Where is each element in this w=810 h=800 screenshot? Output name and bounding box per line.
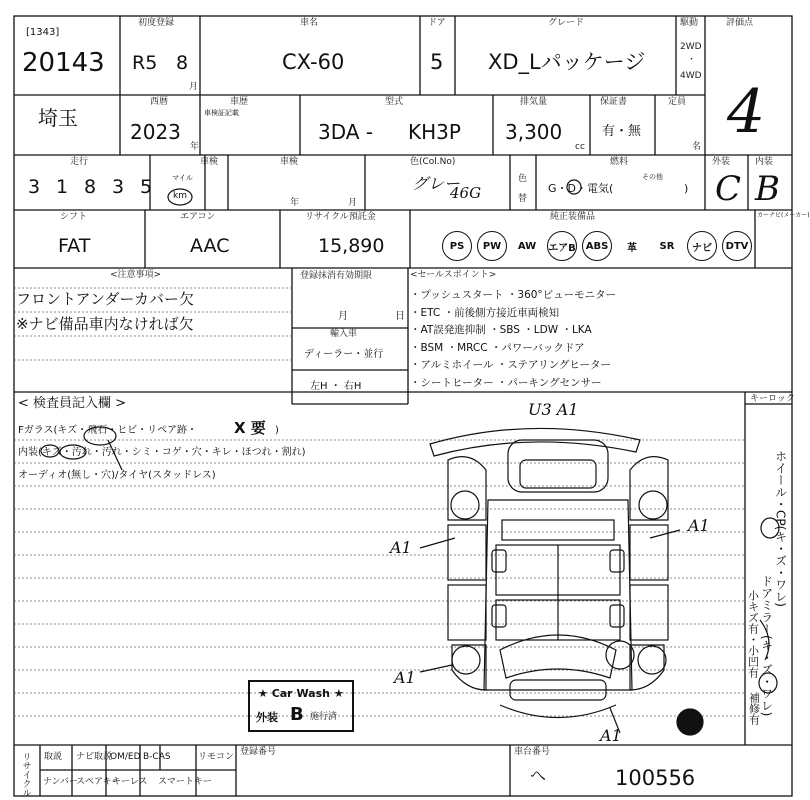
score: 4 [727, 77, 766, 147]
mark-front: A1 [600, 726, 622, 745]
equipment-item: エアB [547, 231, 577, 261]
expiry-day-unit: 日 [395, 311, 405, 322]
shaken-month-unit: 月 [348, 198, 358, 208]
footer-item-bottom: ナンバー [43, 777, 78, 787]
model-label: 型式 [385, 97, 404, 107]
sales-point-line: ・アルミホイール ・ステアリングヒーター [410, 359, 611, 371]
mile-label: マイル [172, 174, 193, 182]
footer-item-bottom: キーレス [112, 777, 148, 787]
recycle-label: リサイクル預託金 [305, 212, 376, 222]
mark-rear: U3 A1 [528, 400, 579, 419]
expiry-month-unit: 月 [338, 311, 348, 322]
score-label: 評価点 [726, 18, 754, 28]
model-prefix: 3DA - [318, 120, 374, 144]
door-count: 5 [430, 50, 444, 74]
car-diagram [430, 428, 703, 735]
interior-grade: B [755, 169, 780, 209]
color-change-2: 替 [518, 194, 528, 204]
car-wash-suffix: 施行済 [310, 712, 338, 722]
km-label: km [173, 191, 187, 201]
displacement: 3,300 [505, 120, 563, 144]
drive-sep: ・ [687, 55, 697, 65]
door-label: ドア [428, 18, 446, 28]
reg-month-unit: 月 [189, 82, 199, 92]
drive-label: 駆動 [680, 18, 699, 28]
lot-number: 20143 [22, 48, 105, 78]
mileage-digit: 1 [56, 176, 69, 198]
capacity-label: 定員 [668, 97, 687, 107]
color: グレー [412, 174, 461, 193]
recycle-fee: 15,890 [318, 235, 385, 257]
equipment-item: PW [477, 231, 507, 261]
footer-item-bottom: スペアキー [76, 777, 121, 787]
grade-label: グレード [548, 18, 585, 28]
equipment-item: 革 [627, 242, 637, 254]
inspection-label: 車歴 [230, 97, 249, 107]
inspector-line-1-mark: X 要 [234, 419, 266, 437]
equipment-item: ABS [582, 231, 612, 261]
sales-point-line: ・ETC ・前後側方接近車両検知 [410, 306, 560, 319]
inspector-line-2: 内装(キズ・汚れ・汚れ・シミ・コゲ・穴・キレ・ほつれ・割れ) [18, 447, 306, 458]
car-wash-stamp [248, 680, 354, 732]
model: KH3P [408, 120, 461, 144]
shaken-year-unit: 年 [290, 198, 300, 208]
import-label: 輸入車 [330, 329, 358, 339]
reg-era: R5 [132, 52, 158, 74]
capacity-unit: 名 [692, 142, 702, 152]
side-col-2: ドアミラー(キ・ズ・ワレ) [759, 575, 774, 717]
mileage-digit: 8 [84, 176, 97, 198]
notes-line-2: ※ナビ備品車内なければ欠 [16, 315, 194, 333]
year-label: 西暦 [150, 97, 169, 107]
side-col-1: ホイール・CP(キ・ズ・ワレ) [773, 450, 788, 607]
warranty: 有・無 [602, 124, 642, 139]
fuel-close: ) [684, 182, 689, 195]
reg-month: 8 [176, 52, 189, 74]
fuel-other: その他 [642, 173, 663, 181]
shift-label: シフト [60, 212, 88, 222]
car-wash-prefix: 外装 [256, 711, 278, 724]
shift: FAT [58, 235, 91, 257]
equipment-label: 純正装備品 [550, 212, 596, 222]
meter-label: 車検 [200, 157, 219, 167]
interior-label: 内装 [755, 157, 774, 167]
navi-maker-label: カーナビ(メーカー) [757, 212, 810, 219]
color-code: 46G [450, 184, 482, 202]
color-change-1: 色 [518, 174, 528, 184]
color-label: 色(Col.No) [410, 157, 456, 167]
handle-side: 左H ・ 右H [310, 381, 362, 392]
mark-left: A1 [390, 538, 412, 557]
car-name-label: 車名 [300, 18, 319, 28]
inspector-line-1: Fガラス(キズ・飛石・ヒビ・リペア跡・ [18, 425, 197, 436]
fuel-label: 燃料 [610, 157, 629, 167]
footer-item-top: ナビ取説 [76, 752, 113, 762]
notes-label: <注意事項> [110, 270, 162, 280]
exterior-grade: C [715, 169, 742, 209]
inspector-line-1-end: ) [275, 425, 279, 436]
chassis-number: 100556 [615, 766, 696, 790]
car-wash-title: ★ Car Wash ★ [258, 687, 344, 700]
region: 埼玉 [38, 106, 78, 130]
chassis-mark: へ [530, 766, 547, 785]
side-col-3: 小キズ有・小凹有 [746, 590, 760, 678]
notes-line-1: フロントアンダーカバー欠 [16, 290, 195, 308]
footer-item-bottom: スマートキー [158, 777, 212, 787]
drive-2wd: 2WD [680, 42, 702, 52]
footer-item-top: 取説 [44, 752, 63, 762]
year-unit: 年 [190, 142, 200, 152]
grade: XD_Lパッケージ [488, 50, 646, 74]
ac-label: エアコン [180, 212, 216, 222]
ac: AAC [190, 235, 230, 257]
footer-item-top: OM/ED [110, 752, 141, 762]
sales-point-line: ・シートヒーター ・パーキングセンサー [410, 376, 602, 389]
car-wash-grade: B [290, 704, 304, 725]
equipment-item: DTV [722, 231, 752, 261]
equipment-item: ナビ [687, 231, 717, 261]
lot-number-small: [1343] [26, 27, 60, 38]
mileage-label: 走行 [70, 157, 89, 167]
mileage-digit: 5 [140, 176, 153, 198]
inspector-line-3: オーディオ(無し・穴)/タイヤ(スタッドレス) [18, 470, 216, 481]
mileage-digit: 3 [28, 176, 41, 198]
warranty-label: 保証書 [600, 97, 628, 107]
reg-label: 初度登録 [138, 18, 175, 28]
registration-expiry-label: 登録抹消有効期限 [300, 271, 373, 281]
inspector-label: < 検査員記入欄 > [18, 396, 127, 411]
inspection-sub: 車検証記載 [204, 109, 239, 117]
sales-point-line: ・プッシュスタート ・360°ビューモニター [410, 289, 617, 301]
equipment-item: PS [442, 231, 472, 261]
equipment-item: AW [517, 240, 537, 252]
sales-point-line: ・BSM ・MRCC ・パワーバックドア [410, 341, 585, 354]
side-col-4: 補修有 [747, 692, 761, 725]
displacement-label: 排気量 [520, 97, 548, 107]
year: 2023 [130, 120, 181, 144]
dealer-parallel: ディーラー・並行 [304, 349, 384, 360]
mark-front-left: A1 [394, 668, 416, 687]
shaken-label: 車検 [280, 157, 299, 167]
cc-unit: cc [575, 142, 585, 152]
footer-item-top: リモコン [198, 752, 235, 762]
footer-recycle-label: リサイクル [20, 752, 31, 797]
reg-no-label: 登録番号 [240, 747, 277, 757]
chassis-label: 車台番号 [514, 747, 551, 757]
sales-point-line: ・AT誤発進抑制 ・SBS ・LDW ・LKA [410, 324, 592, 336]
exterior-label: 外装 [712, 157, 731, 167]
sales-points-label: <セールスポイント> [410, 270, 497, 280]
car-name: CX-60 [282, 50, 345, 74]
mark-right: A1 [688, 516, 710, 535]
mileage-digit: 3 [112, 176, 125, 198]
keyless-label: キーロック [750, 394, 795, 404]
drive-4wd: 4WD [680, 71, 702, 81]
equipment-item: SR [659, 240, 675, 252]
footer-item-top: B-CAS [143, 752, 171, 762]
fuel-options: G・D・電気( [548, 182, 614, 195]
